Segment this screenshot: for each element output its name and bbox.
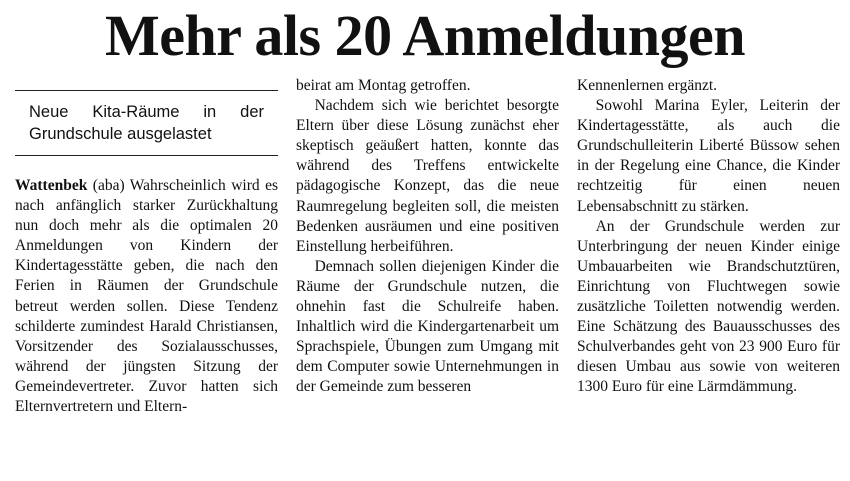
column-2 xyxy=(296,76,559,476)
subheadline: Neue Kita-Räume in der Grundschule ausgelastet xyxy=(29,103,264,143)
dateline: Wattenbek xyxy=(15,177,88,194)
column-3 xyxy=(577,76,840,476)
column-1-text xyxy=(15,176,278,417)
paragraph: beirat am Montag getroffen. xyxy=(296,77,471,94)
article-columns xyxy=(15,76,840,476)
paragraph: An der Grundschule werden zur Unterbringung der neuen Kinder einige Umbauarbeiten wie Brandschutztüren, Einrichtung von Fluchtwegen sowie zusätzliche Toiletten notwendig werden. Eine Schätzung des Bauausschusses des Schulverbandes geht von 23 900 Euro für diesen Umbau aus sowie von weiteren 1300 Euro für eine Lärmdämmung. xyxy=(577,217,840,396)
paragraph: Nachdem sich wie berichtet besorgte Eltern über diese Lösung zunächst eher skeptisch geäußert hatten, konnte das während des Treffens entwickelte pädagogische Konzept, das die neue Raumregelung begleiten soll, die meisten Bedenken ausräumen und eine positiven Einstellung herbeiführen. xyxy=(296,97,559,255)
paragraph: Demnach sollen diejenigen Kinder die Räume der Grundschule nutzen, die ohnehin fast die Schulreife haben. Inhaltlich wird die Kindergartenarbeit um Sprachspiele, Übungen zum Umgang mit dem Computer sowie Unternehmungen in der Gemeinde zum besseren xyxy=(296,257,559,396)
subheadline-box xyxy=(15,90,278,156)
byline: (aba) xyxy=(92,177,125,194)
column-1 xyxy=(15,76,278,476)
paragraph: Sowohl Marina Eyler, Leiterin der Kindertagesstätte, als auch die Grundschulleiterin Liberté Büssow sehen in der Regelung eine Chance, die Kinder rechtzeitig für einen neuen Lebensabschnitt zu stärken. xyxy=(577,97,840,215)
paragraph: Kennenlernen ergänzt. xyxy=(577,77,718,94)
headline: Mehr als 20 Anmeldungen xyxy=(104,3,745,68)
lead-paragraph xyxy=(15,176,278,417)
lead-text: Wahrscheinlich wird es nach anfänglich starker Zurückhaltung nun doch mehr als die optimalen 20 Anmeldungen von Kindern der Kindertagesstätte geben, die nach den Ferien in Räumen der Grundschule betreut werden sollen. Diese Tendenz schilderte zumindest Harald Christiansen, Vorsitzender des Sozialausschusses, während der jüngsten Sitzung der Gemeindevertreter. Zuvor hatten sich Elternvertretern und Eltern- xyxy=(15,177,278,416)
